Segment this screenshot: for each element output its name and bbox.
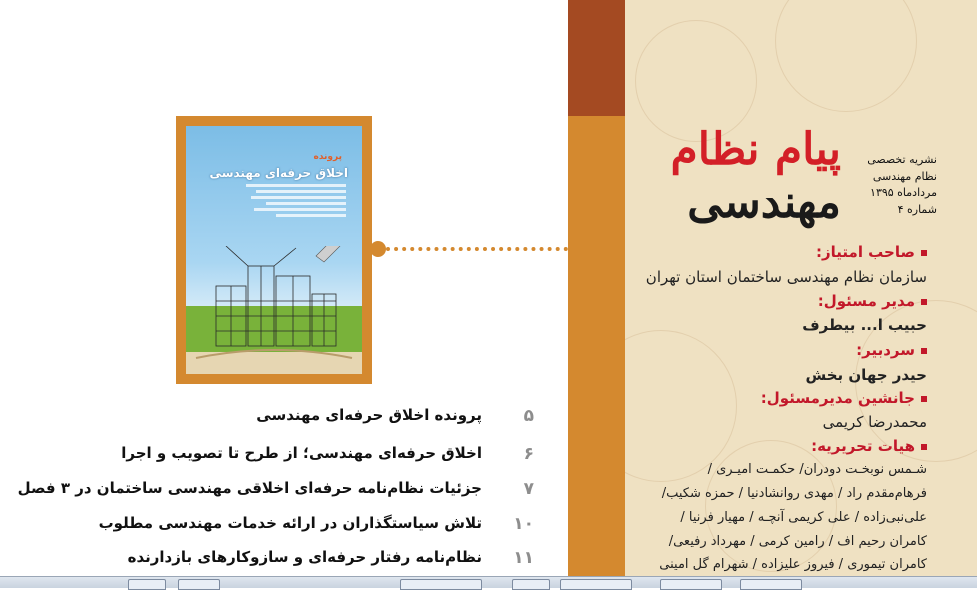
publication-info — [867, 152, 937, 218]
toc-item-page-number: ۱۰ — [513, 514, 534, 534]
toc-item-title: اخلاق حرفه‌ای مهندسی؛ از طرح تا تصویب و اجرا — [121, 444, 482, 462]
toc-item[interactable] — [60, 544, 540, 574]
bullet-square-icon — [921, 396, 927, 402]
taskbar-app-button[interactable] — [128, 579, 166, 590]
toc-item[interactable] — [60, 510, 540, 540]
toc-item-page-number: ۱۱ — [513, 548, 534, 568]
logo-black-text: مهندسی — [687, 176, 841, 228]
board-member-line: علی‌نبی‌زاده / علی کریمی آنچـه / مهیار فرنیا / — [680, 510, 927, 525]
brown-strip — [568, 0, 625, 116]
cover-title: اخلاق حرفه‌ای مهندسی — [209, 166, 348, 180]
logo-red-text: پیام نظام — [670, 124, 841, 175]
director-heading: مدیر مسئول: — [818, 292, 927, 310]
ornament — [625, 330, 737, 482]
toc-item[interactable] — [17, 475, 540, 505]
director-value: حبیب ا... بیطرف — [802, 316, 927, 334]
ornament — [705, 440, 837, 572]
board-member-line: کامران تیموری / فیروز علیزاده / شهرام گل امینی — [659, 557, 927, 572]
cover-label: پرونده — [313, 152, 342, 162]
orange-strip — [568, 116, 625, 587]
toc-item-page-number: ۷ — [523, 479, 534, 499]
board-heading: هیات تحریریه: — [811, 437, 927, 455]
cover-text-lines — [246, 184, 346, 220]
editor-heading: سردبیر: — [856, 341, 927, 359]
toc-item-page-number: ۵ — [523, 406, 534, 426]
cover-image — [176, 116, 372, 384]
board-member-line: شـمس نوبخـت دودران/ حکمـت امیـری / — [707, 462, 927, 477]
board-member-line: کامران رحیم اف / رامین کرمی / مهرداد رفیعی/ — [668, 534, 927, 549]
owner-heading: صاحب امتیاز: — [816, 243, 927, 261]
bullet-square-icon — [921, 444, 927, 450]
toc-item-page-number: ۶ — [523, 444, 534, 464]
bullet-square-icon — [921, 348, 927, 354]
pub-info-line: نظام مهندسی — [872, 169, 937, 183]
editor-value: حیدر جهان بخش — [805, 366, 927, 384]
toc-item-title: پرونده اخلاق حرفه‌ای مهندسی — [256, 406, 482, 424]
magazine-logo — [670, 112, 841, 228]
taskbar-app-button[interactable] — [740, 579, 802, 590]
taskbar-app-button[interactable] — [512, 579, 550, 590]
connector-dotted-line — [386, 247, 568, 251]
owner-value: سازمان نظام مهندسی ساختمان استان تهران — [645, 268, 927, 286]
toc-item[interactable] — [60, 440, 540, 470]
pub-info-line: نشریه تخصصی — [867, 153, 937, 166]
taskbar-app-button[interactable] — [660, 579, 722, 590]
pub-info-line: مردادماه ۱۳۹۵ — [870, 186, 937, 199]
toc-item-title: نظام‌نامه رفتار حرفه‌ای و سازوکارهای بازدارنده — [127, 548, 482, 566]
cover-inner — [186, 126, 362, 374]
deputy-value: محمدرضا کریمی — [822, 413, 927, 431]
toc-item-title: تلاش سیاستگذاران در ارائه خدمات مهندسی مطلوب — [98, 514, 482, 532]
pub-info-line: شماره ۴ — [897, 202, 937, 216]
taskbar — [0, 576, 977, 588]
building-sketch-illustration — [186, 246, 362, 374]
connector-dot — [370, 241, 386, 257]
taskbar-app-button[interactable] — [400, 579, 482, 590]
bullet-square-icon — [921, 250, 927, 256]
ornament — [775, 0, 917, 112]
toc-item[interactable] — [60, 402, 540, 432]
deputy-heading: جانشین مدیرمسئول: — [761, 389, 927, 407]
taskbar-app-button[interactable] — [178, 579, 220, 590]
bullet-square-icon — [921, 299, 927, 305]
toc-item-title: جزئیات نظام‌نامه حرفه‌ای اخلاقی مهندسی ساختمان در ۳ فصل — [17, 479, 482, 497]
board-member-line: فرهام‌مقدم راد / مهدی روانشادنیا / حمزه شکیب/ — [661, 486, 927, 501]
taskbar-app-button[interactable] — [560, 579, 632, 590]
